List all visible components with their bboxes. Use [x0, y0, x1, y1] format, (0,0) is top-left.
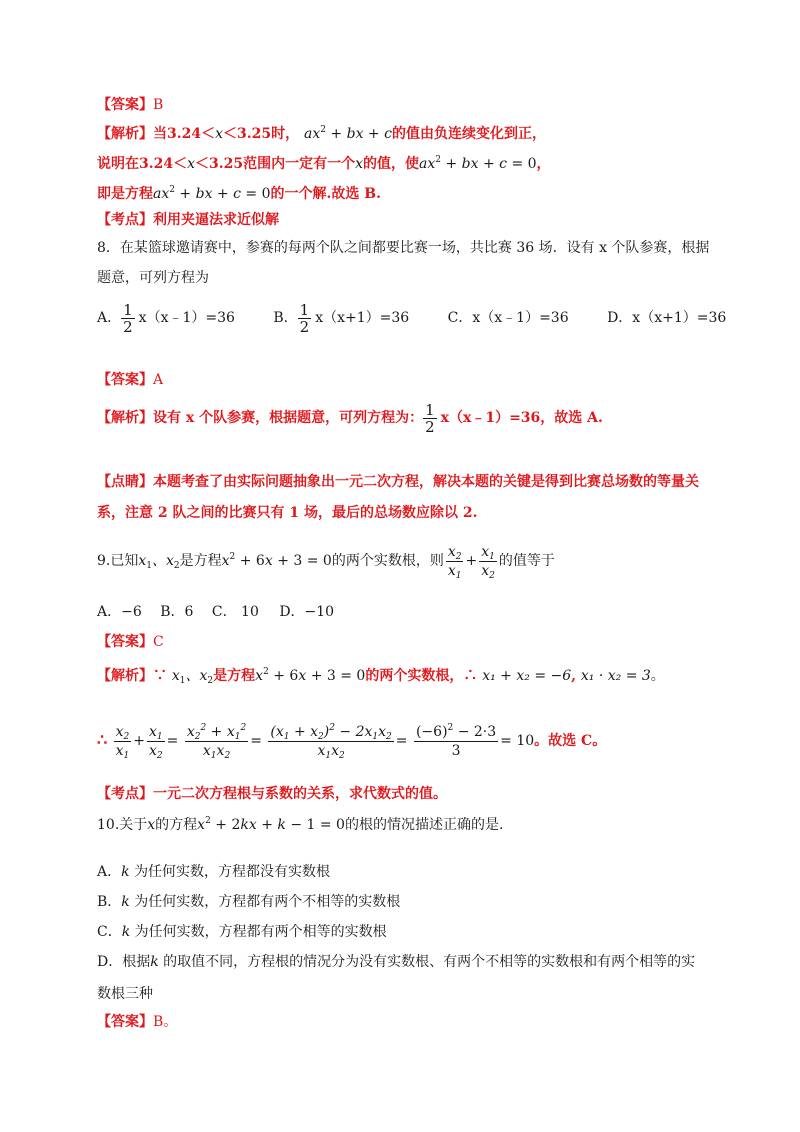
- q10-answer: 【答案】B。: [97, 1014, 178, 1030]
- q8-option-a: A． $\frac{1}{2}$ x（x﹣1）=36: [97, 300, 235, 336]
- q7-answer: 【答案】B: [97, 97, 164, 113]
- q9-stem: 9.已知$x_1$、$x_2$是方程$x^2 + 6x + 3 = 0$的两个实数根，则 $\frac{x_2}{x_1}$ + $\frac{x_1}{x_2}$ 的值等于: [97, 543, 555, 581]
- q8-option-d: D．x（x+1）=36: [607, 310, 727, 326]
- q9-equation: $x^2 + 6x + 3 = 0$: [221, 552, 332, 569]
- q10-option-a: A．k 为任何实数，方程都没有实数根: [97, 864, 331, 880]
- q8-options: [97, 300, 727, 336]
- q8-stem-line2: 题意，可列方程为: [97, 270, 209, 286]
- q8-stem-line1: 8．在某篮球邀请赛中，参赛的每两个队之间都要比赛一场，共比赛 36 场．设有 x 个队参赛，根据: [97, 240, 710, 256]
- q8-comment-line1: 【点睛】本题考查了由实际问题抽象出一元二次方程，解决本题的关键是得到比赛总场数的等量关: [97, 474, 699, 490]
- q9-frac2: $\frac{x_1}{x_2}$: [481, 543, 495, 581]
- q7-analysis-line2: 说明在3.24＜x＜3.25范围内一定有一个x的值，使$ax^2$ + bx + c = 0，: [97, 155, 551, 172]
- q8-comment-line2: 系，注意 2 队之间的比赛只有 1 场，最后的总场数应除以 2.: [97, 505, 478, 521]
- q9-calculation: ∴ $\frac{x_2}{x_1}$ + $\frac{x_1}{x_2}$ = $\frac{x_2^2 + x_1^2}{x_1x_2}$ = $\frac{(x_1 + x_2)^2 - 2x_1x_2}{x_1x_2}$ = $\frac{(-6)^2 - 2\cdot 3}{3}$ = 10。故选 C。: [97, 722, 607, 761]
- q8-option-c: C．x（x﹣1）=36: [447, 310, 569, 326]
- q9-frac1: $\frac{x_2}{x_1}$: [447, 543, 462, 581]
- q9-point: 【考点】一元二次方程根与系数的关系，求代数式的值。: [97, 786, 447, 802]
- q9-analysis: 【解析】∵ $x_1$、$x_2$是方程$x^2 + 6x + 3 = 0$的两个实数根，∴ x₁ + x₂ = −6, x₁ · x₂ = 3。: [97, 667, 665, 686]
- q8-option-b: B． $\frac{1}{2}$ x（x+1）=36: [273, 300, 410, 336]
- q7-quadratic-expr: $ax^2$ + bx + c: [304, 125, 392, 142]
- q10-stem: 10.关于x的方程$x^2 + 2kx + k - 1 = 0$的根的情况描述正确的是.: [97, 816, 504, 833]
- q10-option-d: D．根据k 的取值不同，方程根的情况分为没有实数根、有两个不相等的实数根和有两个相等的实: [97, 954, 696, 970]
- q9-answer: 【答案】C: [97, 634, 164, 650]
- q9-sum-relation: x₁ + x₂ = −6: [482, 668, 572, 684]
- q9-product-relation: x₁ · x₂ = 3: [580, 668, 651, 684]
- q7-analysis-line3: 即是方程$ax^2$ + bx + c = 0的一个解.故选 B.: [97, 185, 381, 202]
- q10-option-d-line2: 数根三种: [97, 986, 153, 1002]
- q7-equation: $ax^2$ + bx + c = 0: [419, 155, 537, 172]
- q7-equation-2: $ax^2$ + bx + c = 0: [153, 185, 271, 202]
- q7-analysis-line1: 【解析】当3.24＜x＜3.25时， $ax^2$ + bx + c的值由负连续变化到正，: [97, 125, 546, 142]
- q9-roots: $x_1$、$x_2$: [138, 553, 180, 571]
- q8-answer: 【答案】A: [97, 372, 164, 388]
- q10-equation: $x^2 + 2kx + k - 1 = 0$: [197, 816, 345, 833]
- q9-options: A．−6 B．6 C． 10 D．−10: [97, 604, 335, 620]
- q8-analysis: 【解析】设有 x 个队参赛，根据题意，可列方程为： $\frac{1}{2}$ x（x﹣1）=36，故选 A.: [97, 400, 603, 436]
- q7-point: 【考点】利用夹逼法求近似解: [97, 212, 279, 228]
- q10-option-b: B．k 为任何实数，方程都有两个不相等的实数根: [97, 894, 401, 910]
- q10-option-c: C．k 为任何实数，方程都有两个相等的实数根: [97, 924, 387, 940]
